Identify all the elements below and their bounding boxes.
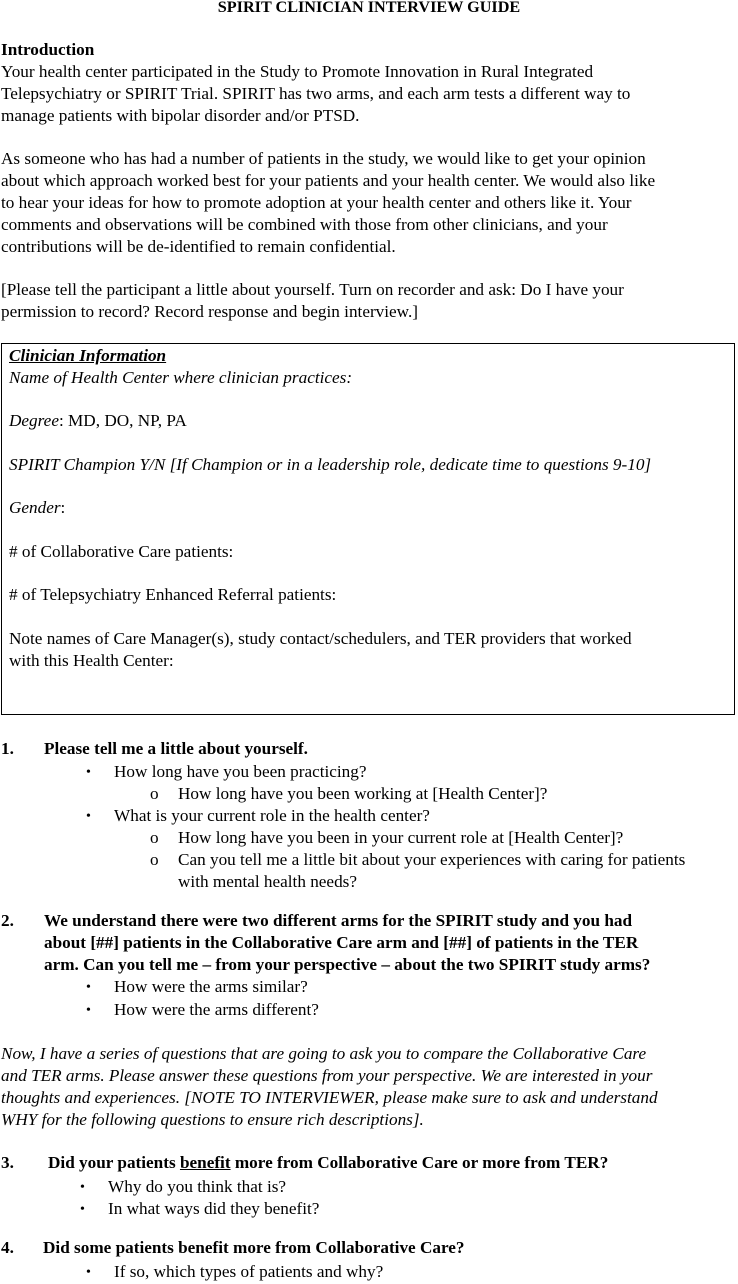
question-number: 4. (1, 1238, 14, 1257)
bullet-icon: • (80, 1202, 85, 1217)
bullet-icon: • (86, 1265, 91, 1280)
ter-count-field: # of Telepsychiatry Enhanced Referral patients: (9, 585, 337, 604)
question-2-line: about [##] patients in the Collaborative Care arm and [##] of patients in the TER (44, 933, 639, 952)
question-1-bullet: What is your current role in the health center? (114, 806, 430, 825)
intro-p1-line: Your health center participated in the Study to Promote Innovation in Rural Integrated (1, 62, 594, 81)
question-number: 3. (1, 1153, 14, 1172)
collab-care-count-field: # of Collaborative Care patients: (9, 542, 234, 561)
intro-p2-line: about which approach worked best for your patients and your health center. We would also like (1, 171, 656, 190)
bullet-icon: • (86, 980, 91, 995)
note-names-line: with this Health Center: (9, 651, 174, 670)
intro-p3-line: permission to record? Record response and begin interview.] (1, 302, 418, 321)
sub-bullet-icon: o (150, 850, 159, 869)
question-2-bullet: How were the arms similar? (114, 977, 308, 996)
question-number: 1. (1, 739, 14, 758)
question-number: 2. (1, 911, 14, 930)
intro-p1-line: manage patients with bipolar disorder and/or PTSD. (1, 106, 360, 125)
bullet-icon: • (86, 809, 91, 824)
intro-heading: Introduction (1, 40, 95, 59)
question-4-text: Did some patients benefit more from Collaborative Care? (43, 1238, 465, 1257)
intro-p3-line: [Please tell the participant a little about yourself. Turn on recorder and ask: Do I have your (1, 280, 624, 299)
question-2-bullet: How were the arms different? (114, 1000, 319, 1019)
sub-bullet-icon: o (150, 828, 159, 847)
degree-field: Degree: MD, DO, NP, PA (9, 411, 187, 430)
transition-line: thoughts and experiences. [NOTE TO INTERVIEWER, please make sure to ask and understand (1, 1088, 658, 1107)
transition-line: WHY for the following questions to ensure rich descriptions]. (1, 1110, 424, 1129)
question-2-line: arm. Can you tell me – from your perspective – about the two SPIRIT study arms? (44, 955, 651, 974)
question-1-sub-bullet: How long have you been in your current role at [Health Center]? (178, 828, 624, 847)
clinician-info-heading: Clinician Information (9, 346, 167, 365)
intro-p2-line: As someone who has had a number of patients in the study, we would like to get your opinion (1, 149, 646, 168)
question-1-sub-bullet: with mental health needs? (178, 872, 357, 891)
question-1-sub-bullet: Can you tell me a little bit about your experiences with caring for patients (178, 850, 686, 869)
intro-p2-line: to hear your ideas for how to promote adoption at your health center and others like it. Your (1, 193, 632, 212)
health-center-field: Name of Health Center where clinician practices: (9, 368, 353, 387)
transition-line: and TER arms. Please answer these questions from your perspective. We are interested in your (1, 1066, 653, 1085)
intro-p2-line: contributions will be de-identified to remain confidential. (1, 237, 396, 256)
question-3-bullet: Why do you think that is? (108, 1177, 287, 1196)
bullet-icon: • (80, 1180, 85, 1195)
question-1-bullet: How long have you been practicing? (114, 762, 367, 781)
question-1-text: Please tell me a little about yourself. (44, 739, 308, 758)
sub-bullet-icon: o (150, 784, 159, 803)
transition-line: Now, I have a series of questions that are going to ask you to compare the Collaborative Care (1, 1044, 647, 1063)
champion-field: SPIRIT Champion Y/N [If Champion or in a leadership role, dedicate time to questions 9-10] (9, 455, 652, 474)
note-names-line: Note names of Care Manager(s), study contact/schedulers, and TER providers that worked (9, 629, 632, 648)
question-1-sub-bullet: How long have you been working at [Health Center]? (178, 784, 548, 803)
bullet-icon: • (86, 1003, 91, 1018)
question-2-line: We understand there were two different arms for the SPIRIT study and you had (44, 911, 633, 930)
question-3-text: Did your patients benefit more from Collaborative Care or more from TER? (48, 1153, 609, 1172)
intro-p1-line: Telepsychiatry or SPIRIT Trial. SPIRIT has two arms, and each arm tests a different way to (1, 84, 631, 103)
question-4-bullet: If so, which types of patients and why? (114, 1262, 384, 1281)
question-3-bullet: In what ways did they benefit? (108, 1199, 320, 1218)
intro-p2-line: comments and observations will be combined with those from other clinicians, and your (1, 215, 608, 234)
gender-field: Gender: (9, 498, 66, 517)
document-title: SPIRIT CLINICIAN INTERVIEW GUIDE (217, 0, 521, 16)
bullet-icon: • (86, 765, 91, 780)
